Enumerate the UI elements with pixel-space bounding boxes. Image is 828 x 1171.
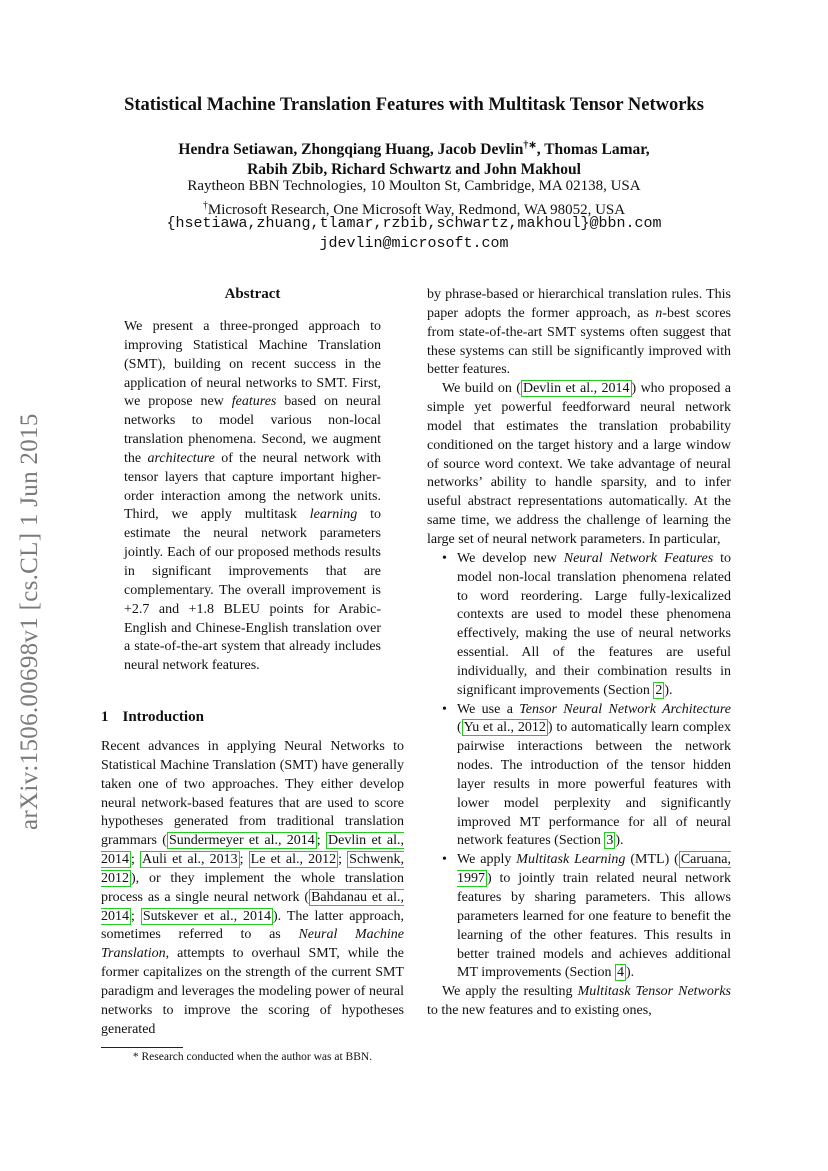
body-emphasis: Neural Network Features: [563, 550, 714, 566]
body-text: , attempts to overhaul SMT, while the former capitalizes on the strength of the current SMT paradigm and leverages the modeling power of neural networks to improve the scoring of hypotheses generated: [101, 946, 404, 1037]
citation-link[interactable]: Sundermeyer et al., 2014: [168, 833, 315, 849]
citation-link[interactable]: Auli et al., 2013: [142, 852, 238, 868]
body-text: We use a: [457, 701, 513, 717]
abstract-text: to estimate the neural network parameters jointly. Each of our proposed methods results in significant improvements that are complementary. The overall improvement is +2.7 and +1.8 BLEU points for Arabic-English and Chinese-English translation over a state-of-the-art system that already includes neural network features.: [124, 507, 381, 674]
body-text: We apply the resulting: [442, 984, 573, 1000]
introduction-body: Recent advances in applying Neural Networks to Statistical Machine Translation (SMT) have generally taken one of two approaches. They either develop neural network-based features that are used to score hypotheses generated from traditional translation grammars ( Sundermeyer et al., 2014 ; Devlin et al., 2014 ; Auli et al., 2013 ; Le et al., 2012 ; Schwenk, 2012 ), or they implement the whole translation process as a single neural network ( Bahdanau et al., 2014 ; Sutskever et al., 2014 ). The latter approach, sometimes referred to as Neural Machine Translation, attempts to overhaul SMT, while the former capitalizes on the strength of the current SMT paradigm and leverages the modeling power of neural networks to improve the scoring of hypotheses generated: [101, 739, 405, 1037]
bullet-icon: •: [442, 852, 447, 868]
citation-link[interactable]: Bahdanau et al., 2014: [101, 889, 404, 924]
contributions-list: [427, 550, 731, 983]
body-text: We build on (: [442, 381, 521, 397]
citation-link[interactable]: Devlin et al., 2014: [522, 381, 630, 397]
body-emphasis: n: [655, 305, 663, 321]
authors-line-1: [0, 136, 828, 160]
abstract-body: [124, 318, 381, 676]
affiliation-mark: †: [202, 200, 208, 211]
body-text: ) to jointly train related neural network features by sharing parameters. This allows parameters learned for one feature to benefit the learning of the other features. This results in better trained models and achieves additional MT improvements (Section: [457, 871, 731, 981]
citation-link[interactable]: Devlin et al., 2014: [101, 833, 404, 868]
body-text: ), or they implement the whole translation process as a single neural network (: [101, 870, 404, 905]
abstract-heading: Abstract: [224, 286, 281, 302]
list-item: • We use a Tensor Neural Network Architecture ( Yu et al., 2012 ) to automatically learn complex pairwise interactions between the network nodes. The introduction of the tensor hidden layer results in more powerful features with lower model perplexity and significantly improved MT performance for all of neural network features (Section 3 ).: [442, 701, 732, 849]
body-emphasis: Multitask Learning: [516, 852, 626, 868]
right-column-body: [427, 286, 731, 1021]
body-text: We apply: [457, 852, 512, 868]
affiliation-bbn: Raytheon BBN Technologies, 10 Moulton St, Cambridge, MA 02138, USA: [187, 178, 641, 194]
citation-link[interactable]: Schwenk, 2012: [101, 852, 404, 886]
abstract-emphasis: learning: [309, 507, 358, 523]
author-footnote-marks: †∗: [523, 140, 537, 151]
abstract-text: based on neural networks to model various non-local translation phenomena. Second, we augment the: [124, 394, 382, 466]
section-number: 1: [101, 709, 109, 725]
body-text: We develop new: [457, 550, 557, 566]
body-text: -best scores from state-of-the-art SMT systems often suggest that these systems can still be significantly improved with better features.: [427, 305, 731, 378]
body-text: to the new features and to existing ones,: [427, 1003, 652, 1019]
list-item: [427, 851, 731, 983]
arxiv-identifier: arXiv:1506.00698v1 [cs.CL] 1 Jun 2015: [16, 413, 43, 830]
body-text: by phrase-based or hierarchical translation rules. This paper adopts the former approach, as: [427, 287, 731, 321]
bullet-icon: •: [442, 701, 447, 717]
abstract-text: We present a three-pronged approach to improving Statistical Machine Translation (SMT), building on recent success in the application of neural networks to SMT. First, we propose new: [124, 319, 381, 410]
abstract-emphasis: features: [231, 394, 277, 410]
email-microsoft: jdevlin@microsoft.com: [319, 235, 509, 252]
authors-names-b: , Thomas Lamar,: [536, 141, 650, 159]
body-emphasis: Tensor Neural Network Architecture: [519, 701, 732, 717]
section-reference-link[interactable]: 3: [606, 833, 614, 849]
abstract-emphasis: architecture: [147, 450, 215, 466]
body-text: ) who proposed a simple yet powerful feedforward neural network model that estimates the translation probability conditioned on the target history and a large window of source word context. We take advantage of neural networks’ ability to handle sparsity, and to infer useful abstract representations automatically. At the same time, we address the challenge of learning the large set of neural network parameters. In particular,: [427, 381, 732, 547]
email-bbn: {hsetiawa,zhuang,tlamar,rzbib,schwartz,makhoul}@bbn.com: [166, 215, 662, 232]
citation-link[interactable]: Caruana, 1997: [457, 852, 731, 887]
footnote-rule: [101, 1047, 183, 1048]
section-reference-link[interactable]: 2: [655, 682, 663, 698]
section-heading-introduction: [101, 709, 204, 726]
body-text: ) to automatically learn complex pairwise interactions between the network nodes. The introduction of the tensor hidden layer results in more powerful features with lower model perplexity and significantly improved MT performance for all of neural network features (Section: [457, 720, 732, 849]
authors-names-a: Hendra Setiawan, Zhongqiang Huang, Jacob Devlin: [178, 141, 524, 159]
author-list: [0, 136, 828, 180]
authors-line-2: Rabih Zbib, Richard Schwartz and John Makhoul: [247, 161, 581, 179]
body-text: ).: [626, 965, 635, 981]
body-text: ).: [664, 682, 673, 698]
body-emphasis: Neural Machine Translation: [101, 927, 405, 962]
body-text: ). The latter approach, sometimes referred to as: [101, 908, 404, 943]
abstract-text: of the neural network with tensor layers that capture important higher-order interaction among the network units. Third, we apply multitask: [124, 450, 382, 523]
body-text: ).: [615, 833, 624, 849]
author-emails: [0, 214, 828, 254]
bullet-icon: •: [442, 550, 447, 566]
citation-link[interactable]: Le et al., 2012: [250, 852, 337, 868]
body-emphasis: Multitask Tensor Networks: [577, 984, 731, 1000]
footnote: * Research conducted when the author was at BBN.: [132, 1051, 373, 1063]
body-text: (MTL) (: [630, 852, 679, 868]
citation-link[interactable]: Sutskever et al., 2014: [142, 908, 271, 924]
section-reference-link[interactable]: 4: [617, 965, 624, 981]
section-title: Introduction: [122, 709, 204, 725]
citation-link[interactable]: Yu et al., 2012: [463, 720, 546, 736]
list-item: [427, 550, 731, 701]
paper-title: Statistical Machine Translation Features with Multitask Tensor Networks: [124, 95, 704, 115]
body-text: to model non-local translation phenomena related to word reordering. Large fully-lexicalized contexts are used to model these phenomena effectively, making the use of neural networks essential. All of the features are useful individually, and their combination results in significant improvements (Section: [457, 550, 732, 698]
affiliation-microsoft-text: Microsoft Research, One Microsoft Way, Redmond, WA 98052, USA: [207, 202, 626, 218]
body-text: Recent advances in applying Neural Networks to Statistical Machine Translation (SMT) have generally taken one of two approaches. They either develop neural network-based features that are used to score hypotheses generated from traditional translation grammars (: [101, 739, 404, 849]
